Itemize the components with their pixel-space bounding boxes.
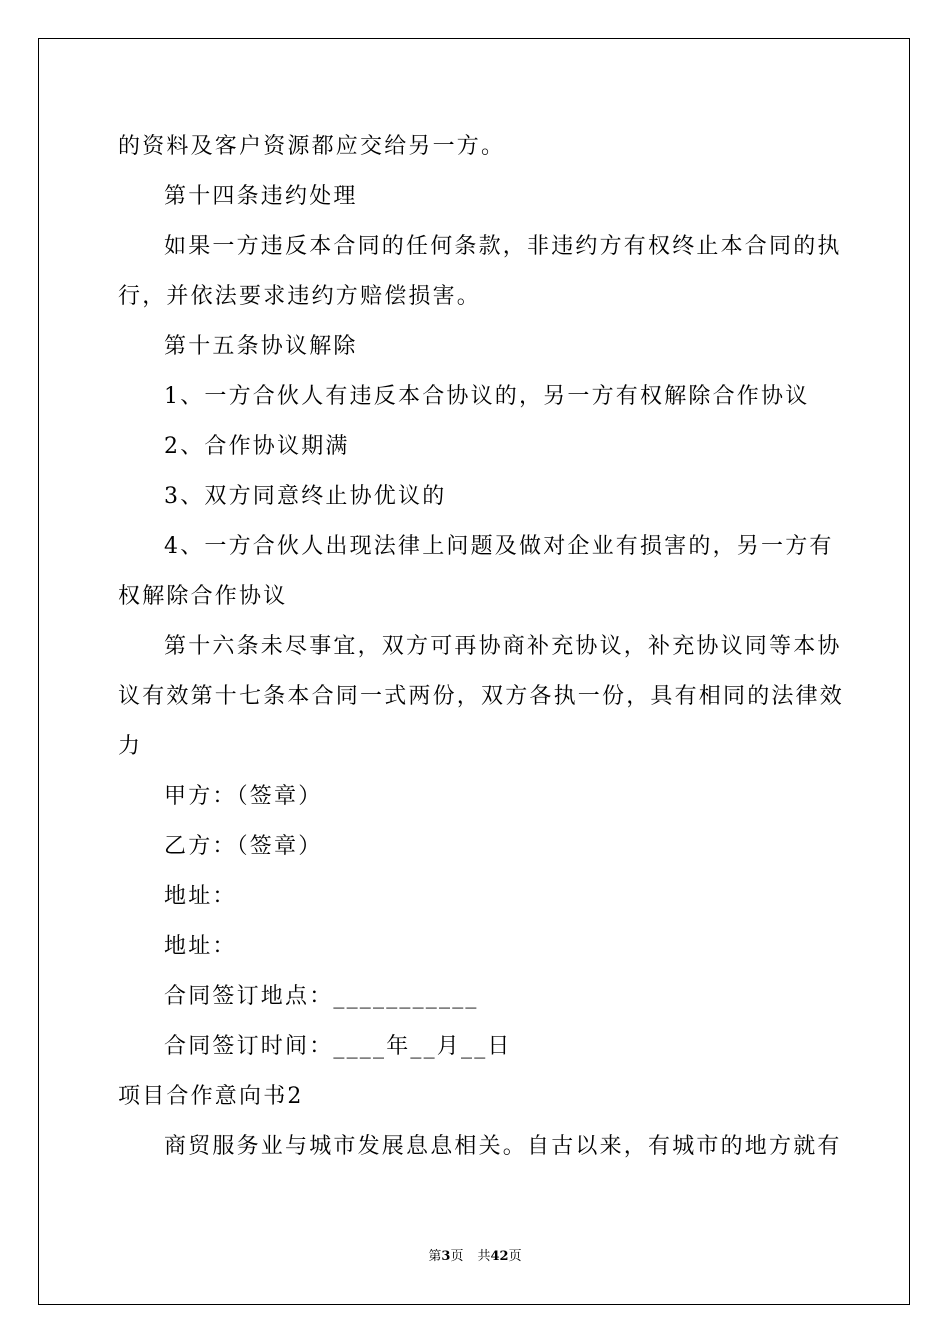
section-heading-15: 第十五条协议解除 bbox=[164, 334, 358, 359]
list-item-2: 2、合作协议期满 bbox=[164, 434, 350, 459]
paragraph-line: 行，并依法要求违约方赔偿损害。 bbox=[118, 284, 482, 309]
page-suffix: 页 bbox=[450, 1249, 464, 1264]
document-title-2: 项目合作意向书2 bbox=[118, 1084, 304, 1109]
paragraph-line: 如果一方违反本合同的任何条款，非违约方有权终止本合同的执 bbox=[164, 234, 842, 259]
paragraph-line: 议有效第十七条本合同一式两份，双方各执一份，具有相同的法律效 bbox=[118, 684, 845, 709]
page-number: 3 bbox=[441, 1249, 451, 1264]
section-heading-16: 第十六条未尽事宜，双方可再协商补充协议，补充协议同等本协 bbox=[164, 634, 842, 659]
address-line: 地址： bbox=[164, 884, 237, 909]
paragraph-line: 力 bbox=[118, 734, 143, 759]
section-heading-14: 第十四条违约处理 bbox=[164, 184, 358, 209]
document-body bbox=[118, 122, 845, 1172]
page-prefix: 第 bbox=[428, 1249, 442, 1264]
total-prefix: 共 bbox=[477, 1249, 491, 1264]
party-b-signature: 乙方：（签章） bbox=[164, 834, 323, 859]
paragraph-line: 权解除合作协议 bbox=[118, 584, 288, 609]
total-pages: 42 bbox=[490, 1249, 509, 1264]
total-suffix: 页 bbox=[508, 1249, 522, 1264]
signing-place: 合同签订地点：___________ bbox=[164, 984, 479, 1009]
address-line: 地址： bbox=[164, 934, 237, 959]
paragraph-line: 的资料及客户资源都应交给另一方。 bbox=[118, 134, 506, 159]
paragraph-line: 商贸服务业与城市发展息息相关。自古以来，有城市的地方就有 bbox=[164, 1134, 842, 1159]
list-item-4: 4、一方合伙人出现法律上问题及做对企业有损害的，另一方有 bbox=[164, 534, 834, 559]
party-a-signature: 甲方：（签章） bbox=[164, 784, 323, 809]
page-footer bbox=[0, 1249, 950, 1265]
signing-date: 合同签订时间：____年__月__日 bbox=[164, 1034, 512, 1059]
list-item-3: 3、双方同意终止协优议的 bbox=[164, 484, 447, 509]
list-item-1: 1、一方合伙人有违反本合协议的，另一方有权解除合作协议 bbox=[164, 384, 810, 409]
